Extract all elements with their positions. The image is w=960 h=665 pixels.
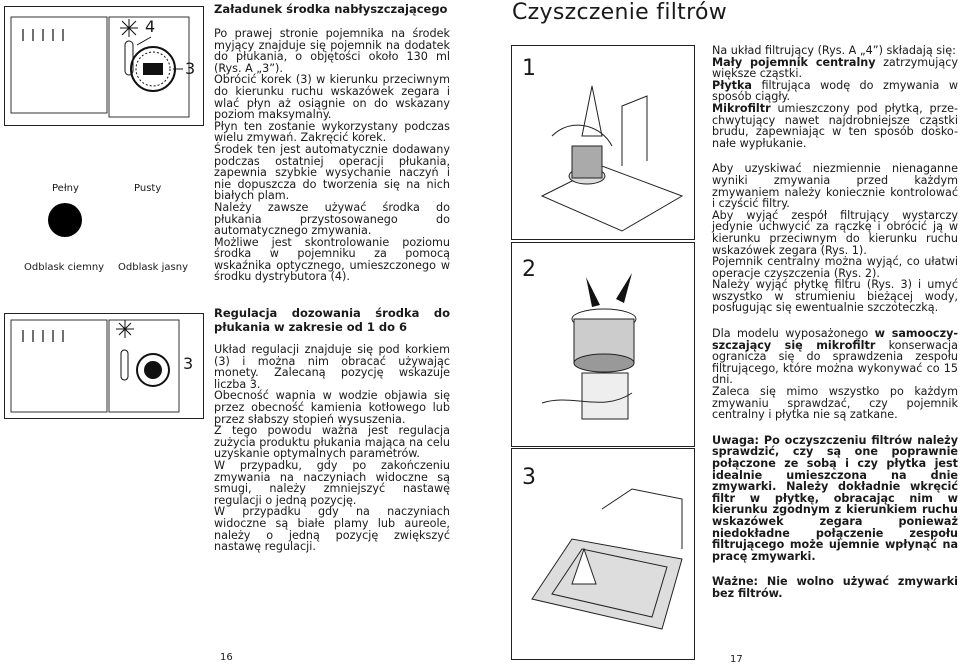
section-rinse-aid-dosage bbox=[214, 306, 450, 553]
filter-figure-2 bbox=[511, 242, 695, 447]
caution-text: Uwaga: Po oczyszczeniu filtrów należy sprawdzić, czy są one poprawnie połączone ze sobą i czy płytka jest idealnie umieszczona na dnie zmywarki. Należy dokładnie wkręcić filtr w płytkę, obracając nim w kierunku zgodnym z kierunkiem ruchu wskazówek zegara ponieważ niedokładne połączenie zespołu filtrującego może ujemnie wpłynąć na pracę zmywarki. bbox=[712, 433, 958, 563]
dispenser-adjust-drawing-icon bbox=[5, 314, 203, 418]
figure-number-1: 1 bbox=[522, 56, 536, 81]
filter-item-term: Płytka bbox=[712, 78, 752, 92]
filter-item-term: Mikrofiltr bbox=[712, 101, 771, 115]
paragraph: Aby wyjąć zespół filtrujący wystarczy jedynie uchwycić za rączkę i obrócić ją w kierunku przeciwnym do kierunku ruchu wskazówek zegara (Rys. 1). bbox=[712, 208, 958, 257]
filter-item bbox=[712, 80, 958, 103]
page-number-left: 16 bbox=[220, 652, 233, 663]
label-dark-reflection: Odblask ciemny bbox=[24, 262, 105, 273]
paragraph: W przypadku gdy na naczyniach widoczne są białe plamy lub aureole, należy o jedną pozycję zwiększyć nastawę regulacji. bbox=[214, 505, 450, 554]
self-cleaning-post: konserwacja ogranicza się do sprawdzenia zespołu filtrującego, które można wykonywać co 15 dni. bbox=[712, 338, 959, 387]
warning-text: Ważne: Nie wolno używać zmywarki bez filtrów. bbox=[712, 575, 958, 600]
figure-number-3: 3 bbox=[522, 465, 536, 490]
dispenser-drawing-icon bbox=[5, 7, 203, 125]
filter-item bbox=[712, 57, 958, 80]
filter-item bbox=[712, 103, 958, 149]
figure-a-dispenser bbox=[4, 6, 204, 126]
label-empty: Pusty bbox=[134, 183, 162, 194]
label-light-reflection: Odblask jasny bbox=[118, 262, 189, 273]
paragraph: W przypadku, gdy po zakończeniu zmywania na naczyniach widoczne są smugi, należy zmniejszyć nastawę regulacji o jedną pozycję. bbox=[214, 458, 450, 507]
page-number-right: 17 bbox=[730, 654, 743, 665]
paragraph: Aby uzyskiwać niezmiennie nienaganne wyniki zmywania przed każdym zmywaniem należy koniecznie kontrolować i czyścić filtry. bbox=[712, 162, 958, 211]
paragraph: Obrócić korek (3) w kierunku przeciwnym do kierunku ruchu wskazówek zegara i wlać płyn aż osiągnie on do wskazany poziom maksymalny. bbox=[214, 73, 450, 122]
paragraph: Pojemnik centralny można wyjąć, co ułatwi operacje czyszczenia (Rys. 2). bbox=[712, 255, 958, 280]
filters-intro: Na układ filtrujący (Rys. A „4”) składają się: bbox=[712, 44, 956, 57]
self-cleaning-paragraph bbox=[712, 328, 958, 386]
paragraph: Układ regulacji znajduje się pod korkiem (3) i można nim obracać używając monety. Zalecaną pozycję wskazuje liczba 3. bbox=[214, 343, 450, 391]
figure-a-label-3: 3 bbox=[185, 59, 196, 78]
page-title: Czyszczenie filtrów bbox=[512, 0, 728, 25]
heading-rinse-aid-dosage: Regulacja dozowania środka do płukania w zakresie od 1 do 6 bbox=[214, 306, 450, 334]
paragraph: Z tego powodu ważna jest regulacja zużycia produktu płukania mająca na celu uzyskanie optymalnych parametrów. bbox=[214, 424, 450, 461]
heading-rinse-aid-load: Załadunek środka nabłyszczającego bbox=[214, 2, 448, 16]
indicator-dark-icon bbox=[48, 203, 82, 237]
filter-item-term: Mały pojemnik centralny bbox=[712, 55, 876, 69]
figure-b-label-3: 3 bbox=[183, 354, 194, 373]
filter-item-text: zatrzymujący większe cząstki. bbox=[712, 55, 958, 81]
section-rinse-aid-load bbox=[214, 2, 450, 283]
filter-item-text: umieszczony pod płytką, prze-chwytujący nawet najdrobniejsze cząstki brudu, zapewniając w ten sposób dosko-nałe wypłukanie. bbox=[712, 101, 958, 150]
paragraph: Zaleca się mimo wszystko po każdym zmywaniu sprawdzać, czy pojemnik centralny i płytka nie są zatkane. bbox=[712, 385, 958, 422]
paragraph: Obecność wapnia w wodzie objawia się przez obecność kamienia kotłowego lub przez słabszy stopień wysuszenia. bbox=[214, 389, 450, 426]
paragraph: Należy wyjąć płytkę filtru (Rys. 3) i umyć wszystko w strumieniu bieżącej wody, posługując się ewentualnie szczoteczką. bbox=[712, 278, 958, 315]
figure-number-2: 2 bbox=[522, 257, 536, 282]
filter-removal-drawing-icon bbox=[512, 46, 694, 239]
indicator-light-icon bbox=[128, 203, 162, 237]
label-full: Pełny bbox=[52, 183, 79, 194]
filters-text-block bbox=[712, 45, 958, 600]
paragraph: Możliwe jest skontrolowanie poziomu środka w pojemniku za pomocą wskaźnika optycznego, umieszczonego w środku dystrybutora (4). bbox=[214, 235, 450, 284]
figure-a-label-4: 4 bbox=[145, 17, 156, 36]
self-cleaning-pre: Dla modelu wyposażonego bbox=[712, 327, 869, 341]
filter-plate-removal-drawing-icon bbox=[512, 449, 694, 659]
paragraph: Środek ten jest automatycznie dodawany podczas ostatniej operacji płukania, zapewnia szybkie wysychanie naczyń i nie dopuszcza do tworzenia się na nich białych plam. bbox=[214, 142, 450, 203]
paragraph: Płyn ten zostanie wykorzystany podczas wielu zmywań. Zakręcić korek. bbox=[214, 119, 450, 145]
filter-center-removal-drawing-icon bbox=[512, 243, 694, 446]
self-cleaning-bold: w samooczy-szczający się mikrofiltr bbox=[712, 327, 959, 352]
paragraph: Po prawej stronie pojemnika na środek myjący znajduje się pojemnik na dodatek do płukania, o objętości około 130 ml (Rys. A „3”). bbox=[214, 27, 450, 75]
filter-figure-1 bbox=[511, 45, 695, 240]
paragraph: Należy zawsze używać środka do płukania przystosowanego do automatycznego zmywania. bbox=[214, 200, 450, 238]
filter-item-text: filtrująca wodę do zmywania w sposób ciągły. bbox=[712, 78, 959, 104]
filter-figure-3 bbox=[511, 448, 695, 660]
figure-b-dispenser bbox=[4, 313, 204, 419]
